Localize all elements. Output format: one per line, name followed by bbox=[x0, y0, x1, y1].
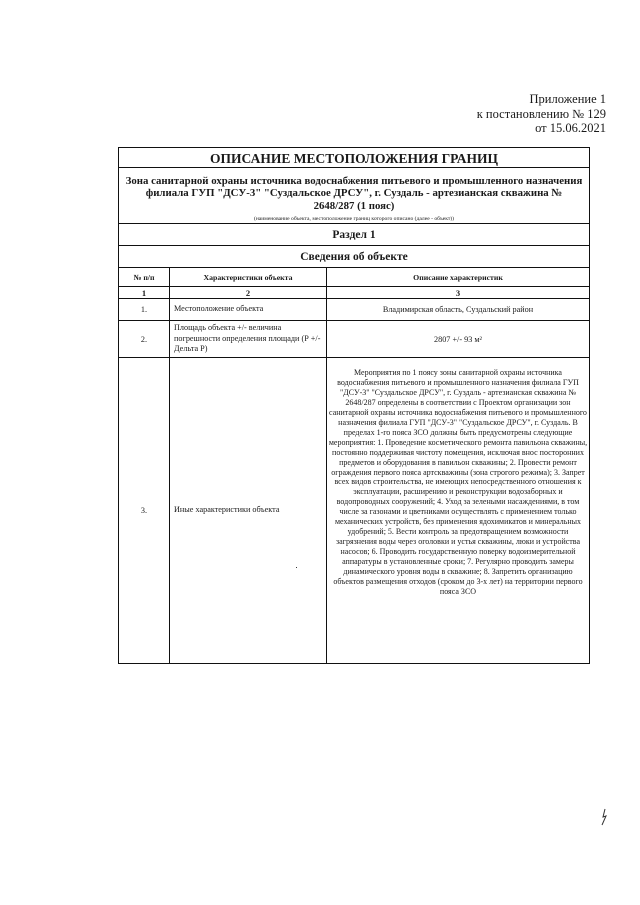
section-heading: Раздел 1 bbox=[119, 224, 590, 246]
row-label: Площадь объекта +/- величина погрешности определения площади (Р +/- Дельта Р) bbox=[170, 321, 327, 358]
row-label: Местоположение объекта bbox=[170, 299, 327, 321]
info-heading: Сведения об объекте bbox=[119, 246, 590, 268]
row-value: Владимирская область, Суздальский район bbox=[327, 299, 590, 321]
column-number-1: 1 bbox=[119, 287, 170, 299]
column-number-3: 3 bbox=[327, 287, 590, 299]
row-number: 3. bbox=[119, 358, 170, 664]
object-name: Зона санитарной охраны источника водоснабжения питьевого и промышленного назначения филиала ГУП "ДСУ-3" "Суздальское ДРСУ", г. Суздаль - артезианская скважина № 2648/287 (1 пояс) bbox=[119, 168, 590, 215]
document-title: ОПИСАНИЕ МЕСТОПОЛОЖЕНИЯ ГРАНИЦ bbox=[119, 148, 590, 168]
annex-line-2: к постановлению № 129 bbox=[476, 106, 606, 121]
annex-reference bbox=[477, 92, 606, 136]
row-value: Мероприятия по 1 поясу зоны санитарной охраны источника водоснабжения питьевого и промышленного назначения филиала ГУП "ДСУ-3" "Суздальское ДРСУ", г. Суздаль - артезианская скважина № 2648/287 определены в соответствии с Проектом организации зон санитарной охраны источника водоснабжения питьевого и промышленного назначения филиала ГУП "ДСУ-3" "Суздальское ДРСУ", г. Суздаль. В пределах 1-го пояса ЗСО должны быть предусмотрены следующие мероприятия: 1. Проведение косметического ремонта павильона скважины, постоянно поддерживая чистоту помещения, исключая внос посторонних предметов и оборудования в павильон скважины; 2. Провести ремонт ограждения первого пояса артскважины (зона строгого режима); 3. Запрет всех видов строительства, не имеющих непосредственного отношения к эксплуатации, расширению и реконструкции водозаборных и водопроводных сооружений; 4. Уход за зелеными насаждениями, в том числе за газонами и цветниками осуществлять с применением только механических устройств, без применения ядохимикатов и минеральных удобрений; 5. Вести контроль за предотвращением возможности загрязнения воды через оголовки и устья скважины, люки и устройства насосов; 6. Проводить государственную поверку водоизмерительной аппаратуры в установленные сроки; 7. Регулярно проводить замеры динамического уровня воды в скважине; 8. Запретить организацию объектов размещения отходов (сроком до 3-х лет) на территории первого пояса ЗСО bbox=[327, 358, 590, 664]
row-number: 2. bbox=[119, 321, 170, 358]
column-number-2: 2 bbox=[170, 287, 327, 299]
header-description: Описание характеристик bbox=[327, 268, 590, 287]
table-row bbox=[119, 299, 590, 321]
row-label: Иные характеристики объекта bbox=[170, 358, 327, 664]
row-value: 2807 +/- 93 м² bbox=[327, 321, 590, 358]
header-characteristic: Характеристики объекта bbox=[170, 268, 327, 287]
object-name-caption: (наименование объекта, местоположение границ которого описано (далее - объект)) bbox=[119, 215, 590, 224]
header-num: № п/п bbox=[119, 268, 170, 287]
row-number: 1. bbox=[119, 299, 170, 321]
annex-line-1: Приложение 1 bbox=[529, 92, 606, 106]
boundary-description-table bbox=[118, 147, 590, 664]
pen-mark-icon bbox=[600, 808, 608, 826]
table-row bbox=[119, 358, 590, 664]
scan-speck bbox=[296, 567, 297, 568]
table-row bbox=[119, 321, 590, 358]
annex-line-3: от 15.06.2021 bbox=[535, 121, 606, 135]
